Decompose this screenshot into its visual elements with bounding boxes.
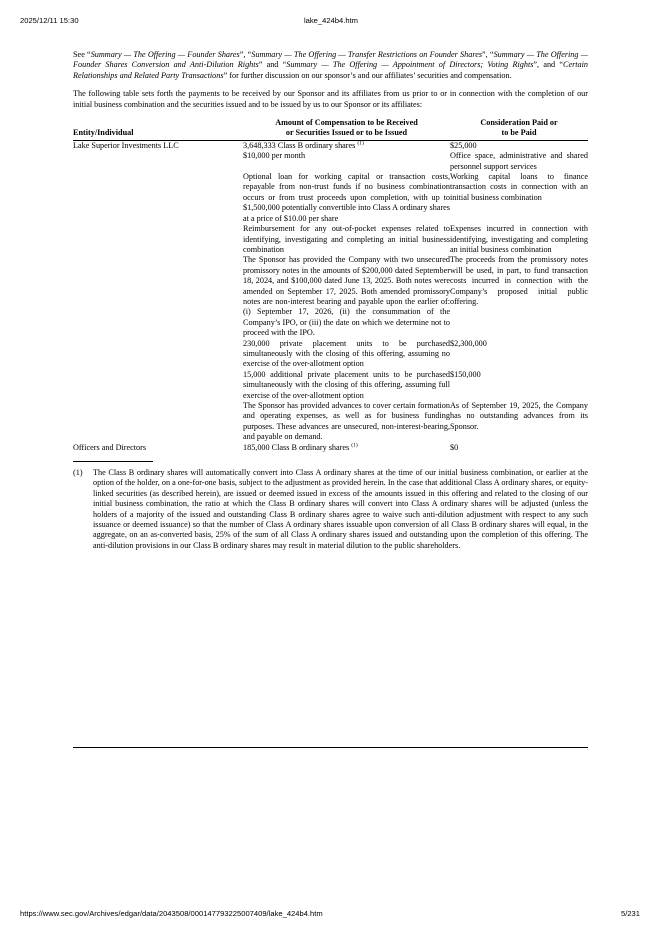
intro-ref-founder-shares: Summary — The Offering — Founder Shares (90, 50, 240, 59)
amount-cell: Reimbursement for any out-of-pocket expenses related to identifying, investigating and completing an initial business combination (243, 224, 450, 254)
intro-tail: ” for further discussion on our sponsor’s and our affiliates’ securities and compensation. (223, 70, 512, 80)
amount-cell: The Sponsor has provided advances to cover certain formation and operating expenses, as well as for business funding purposes. These advances are unsecured, non-interest-bearing, and payable on demand. (243, 401, 450, 442)
intro-sep-2: ”, “ (482, 50, 494, 59)
amount-cell: $10,000 per month (243, 151, 306, 161)
table-row (73, 172, 588, 224)
source-url: https://www.sec.gov/Archives/edgar/data/2043508/000147793225007409/lake_424b4.htm (20, 909, 323, 918)
table-row (73, 151, 588, 172)
intro-ref-conversion: Summary — The Offering — Founder Shares Conversion and Anti-Dilution Rights (73, 50, 588, 70)
header-consideration (450, 118, 588, 140)
print-title: lake_424b4.htm (303, 16, 359, 25)
amount-cell: The Sponsor has provided the Company with two unsecured promissory notes in the amounts of $200,000 dated September 18, 2024, and $100,000 dated June 13, 2025. Both notes were amended on September 17, 2025. Both amended promissory notes are non-interest bearing and payable upon the earlier of: (i) September 17, 2026, (ii) the consummation of the Company’s IPO, or (iii) the date on which we determine not to proceed with the IPO. (243, 255, 450, 338)
consideration-cell: The proceeds from the promissory notes will be used, in part, to fund transaction costs incurred in connection with the Company’s proposed initial public offering. (450, 255, 588, 306)
header-amount-line1: Amount of Compensation to be Received (275, 118, 418, 128)
footnote (73, 468, 588, 551)
intro-sep-3: ” and “ (258, 60, 287, 70)
entity-cell (73, 255, 243, 338)
table-row (73, 140, 588, 151)
table-row (73, 401, 588, 443)
entity-cell (73, 401, 243, 443)
document-body (73, 50, 588, 551)
header-consideration-line2: to be Paid (501, 128, 537, 138)
table-row (73, 224, 588, 255)
consideration-cell: $25,000 (450, 140, 477, 150)
footnote-text: The Class B ordinary shares will automatically convert into Class A ordinary shares at the time of our initial business combination, or earlier at the option of the holder, on a one-for-one basis, subject to the adjustment as provided herein. In the case that additional Class A ordinary shares, or equity-linked securities (as described herein), are issued or deemed issued in excess of the amounts issued in this offering and related to the closing of our initial business combination, the ratio at which the Class B ordinary shares will convert into Class A ordinary shares will be adjusted (unless the holders of a majority of the issued and outstanding Class B ordinary shares agree to waive such anti-dilution adjustment with respect to any such issuance or deemed issuance) so that the number of Class A ordinary shares issuable upon conversion of all Class B ordinary shares will equal, in the aggregate, on an as-converted basis, 25% of the sum of all Class A ordinary shares issued and outstanding upon the completion of this offering. The anti-dilution provisions in our Class B ordinary shares may result in material dilution to the public shareholders. (93, 468, 588, 550)
amount-cell (243, 140, 450, 151)
table-row (73, 443, 588, 453)
amount-text: 185,000 Class B ordinary shares (243, 442, 352, 452)
page-end-rule (73, 747, 588, 748)
entity-cell (73, 172, 243, 224)
consideration-cell: $150,000 (450, 369, 481, 379)
entity-cell: Lake Superior Investments LLC (73, 140, 179, 150)
footnote-divider (73, 461, 153, 462)
header-amount (243, 118, 450, 140)
entity-cell (73, 339, 243, 370)
table-row (73, 339, 588, 370)
footnote-mark: (1) (73, 468, 83, 478)
consideration-cell: As of September 19, 2025, the Company has no outstanding advances from its Sponsor. (450, 401, 588, 431)
header-consideration-line1: Consideration Paid or (480, 118, 558, 128)
consideration-cell: $0 (450, 442, 459, 452)
table-header-row (73, 118, 588, 140)
entity-cell: Officers and Directors (73, 442, 147, 452)
print-header (0, 16, 662, 26)
print-datetime: 2025/12/11 15:30 (20, 16, 79, 25)
intro-ref-transfer-restrictions: Summary — The Offering — Transfer Restrictions on Founder Shares (251, 50, 483, 59)
amount-text: 3,648,333 Class B ordinary shares (243, 140, 358, 150)
intro-ref-related-party: Certain Relationships and Related Party Transactions (73, 60, 589, 80)
entity-cell (73, 370, 243, 401)
amount-cell: Optional loan for working capital or transaction costs, repayable from non-trust funds if no business combination occurs or from trust proceeds upon completion, with up to $1,500,000 potentially convertible into Class A ordinary shares at a price of $10.00 per share (243, 172, 450, 223)
header-amount-line2: or Securities Issued or to be Issued (285, 128, 408, 138)
footnote-ref: (1) (357, 140, 364, 147)
entity-cell (73, 151, 243, 172)
header-entity: Entity/Individual (73, 118, 243, 140)
consideration-cell: Working capital loans to finance transaction costs in connection with an initial business combination (450, 172, 588, 202)
table-row (73, 370, 588, 401)
lead-paragraph: The following table sets forth the payments to be received by our Sponsor and its affiliates from us prior to or in connection with the completion of our initial business combination and the securities issued and to be issued by us to our Sponsor or its affiliates: (73, 89, 588, 109)
intro-see: See “ (73, 50, 91, 59)
footnote-ref: (1) (351, 441, 358, 448)
print-footer (0, 909, 662, 919)
consideration-cell: Expenses incurred in connection with identifying, investigating and completing an initial business combination (450, 224, 588, 254)
amount-cell (243, 443, 450, 453)
page-number: 5/231 (620, 909, 640, 918)
entity-cell (73, 224, 243, 255)
consideration-cell: Office space, administrative and shared personnel support services (450, 151, 588, 171)
intro-ref-appointment: Summary — The Offering — Appointment of Directors; Voting Rights (286, 60, 534, 70)
intro-sep-4: ”, and “ (533, 60, 563, 70)
intro-sep-1: ”, “ (239, 50, 252, 59)
amount-cell: 15,000 additional private placement units to be purchased simultaneously with the closing of this offering, assuming full exercise of the over-allotment option (243, 369, 450, 400)
compensation-table (73, 118, 588, 453)
amount-cell: 230,000 private placement units to be purchased simultaneously with the closing of this offering, assuming no exercise of the over-allotment option (243, 338, 450, 369)
consideration-cell: $2,300,000 (450, 338, 487, 348)
table-row (73, 255, 588, 338)
intro-paragraph (73, 50, 588, 81)
